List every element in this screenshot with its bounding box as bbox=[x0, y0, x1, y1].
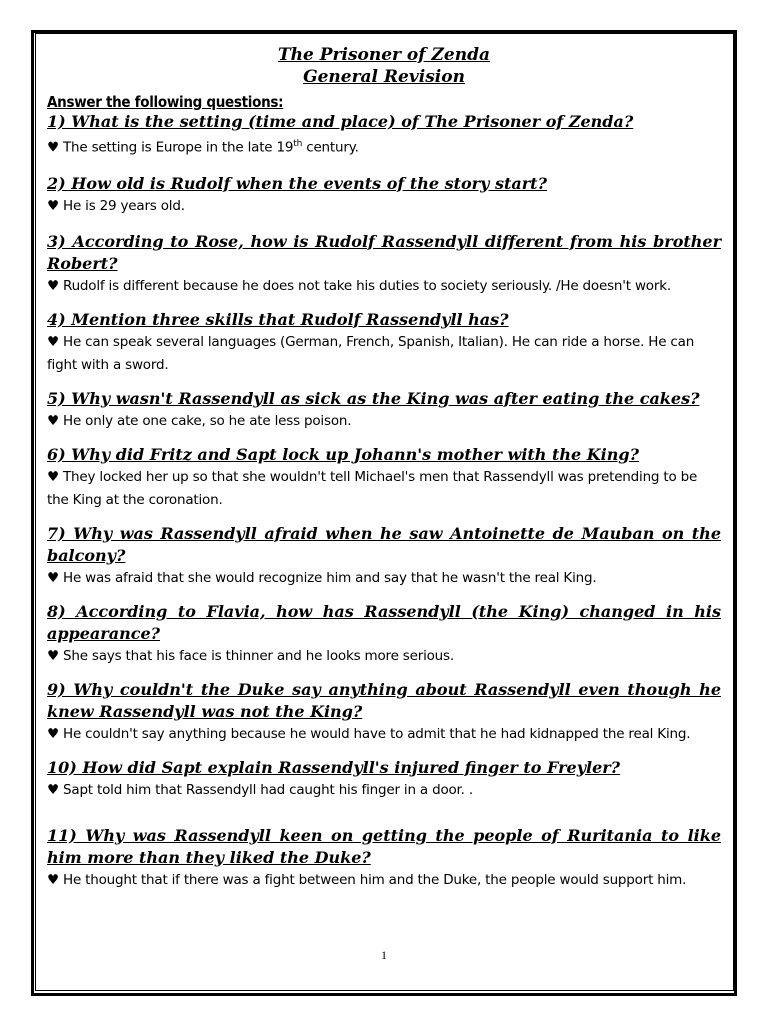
answer-3 bbox=[47, 275, 721, 298]
answer-10 bbox=[47, 779, 721, 802]
question-7: 7) Why was Rassendyll afraid when he saw Antoinette de Mauban on the balcony? bbox=[47, 523, 721, 565]
heart-bullet-icon: ♥ bbox=[47, 647, 59, 664]
answer-3-text: Rudolf is different because he does not take his duties to society seriously. /He doesn't work. bbox=[63, 277, 671, 294]
heart-bullet-icon: ♥ bbox=[47, 569, 59, 586]
answer-7-text: He was afraid that she would recognize him and say that he wasn't the real King. bbox=[63, 569, 597, 586]
document-title: The Prisoner of Zenda bbox=[278, 45, 490, 65]
answer-8-text: She says that his face is thinner and he looks more serious. bbox=[63, 647, 454, 664]
heart-bullet-icon: ♥ bbox=[47, 412, 59, 429]
instruction-text: Answer the following questions: bbox=[47, 93, 284, 111]
answer-4 bbox=[47, 331, 721, 377]
question-10: 10) How did Sapt explain Rassendyll's injured finger to Freyler? bbox=[47, 757, 621, 777]
answer-1-text: The setting is Europe in the late 19 bbox=[63, 139, 294, 156]
heart-bullet-icon: ♥ bbox=[47, 333, 59, 350]
heart-bullet-icon: ♥ bbox=[47, 197, 59, 214]
question-5: 5) Why wasn't Rassendyll as sick as the King was after eating the cakes? bbox=[47, 388, 700, 408]
question-9: 9) Why couldn't the Duke say anything about Rassendyll even though he knew Rassendyll was not the King? bbox=[47, 679, 721, 721]
heart-bullet-icon: ♥ bbox=[47, 871, 59, 888]
answer-9 bbox=[47, 723, 721, 746]
qa-item-1 bbox=[47, 111, 721, 160]
heart-bullet-icon: ♥ bbox=[47, 468, 59, 485]
heart-bullet-icon: ♥ bbox=[47, 277, 59, 294]
answer-1-superscript: th bbox=[293, 139, 303, 149]
qa-item-3 bbox=[47, 231, 721, 298]
qa-item-11 bbox=[47, 825, 721, 892]
qa-item-9 bbox=[47, 679, 721, 746]
qa-item-6 bbox=[47, 444, 721, 512]
qa-item-4 bbox=[47, 309, 721, 377]
document-body bbox=[47, 44, 721, 892]
question-11: 11) Why was Rassendyll keen on getting the people of Ruritania to like him more than they liked the Duke? bbox=[47, 825, 721, 867]
answer-1-text-end: century. bbox=[302, 139, 359, 156]
qa-item-2 bbox=[47, 173, 721, 218]
question-3: 3) According to Rose, how is Rudolf Rassendyll different from his brother Robert? bbox=[47, 231, 721, 273]
answer-10-text: Sapt told him that Rassendyll had caught his finger in a door. . bbox=[63, 781, 473, 798]
qa-item-8 bbox=[47, 601, 721, 668]
answer-2-text: He is 29 years old. bbox=[63, 197, 185, 214]
answer-2 bbox=[47, 195, 721, 218]
heart-bullet-icon: ♥ bbox=[47, 725, 59, 742]
question-8: 8) According to Flavia, how has Rassendyll (the King) changed in his appearance? bbox=[47, 601, 721, 643]
heart-bullet-icon: ♥ bbox=[47, 781, 59, 798]
question-6: 6) Why did Fritz and Sapt lock up Johann's mother with the King? bbox=[47, 444, 639, 464]
answer-9-text: He couldn't say anything because he would have to admit that he had kidnapped the real King. bbox=[63, 725, 691, 742]
heart-bullet-icon: ♥ bbox=[47, 139, 59, 156]
answer-11 bbox=[47, 869, 721, 892]
answer-7 bbox=[47, 567, 721, 590]
question-2: 2) How old is Rudolf when the events of the story start? bbox=[47, 173, 547, 193]
answer-4-text: He can speak several languages (German, French, Spanish, Italian). He can ride a horse. He can fight with a sword. bbox=[47, 333, 695, 373]
document-subtitle: General Revision bbox=[303, 67, 465, 87]
answer-5-text: He only ate one cake, so he ate less poison. bbox=[63, 412, 352, 429]
question-1: 1) What is the setting (time and place) of The Prisoner of Zenda? bbox=[47, 112, 634, 131]
qa-item-10 bbox=[47, 757, 721, 802]
qa-item-7 bbox=[47, 523, 721, 590]
answer-6-text: They locked her up so that she wouldn't tell Michael's men that Rassendyll was pretending to be the King at the coronation. bbox=[47, 468, 698, 508]
answer-5 bbox=[47, 410, 721, 433]
question-4: 4) Mention three skills that Rudolf Rassendyll has? bbox=[47, 309, 509, 329]
answer-11-text: He thought that if there was a fight between him and the Duke, the people would support him. bbox=[63, 871, 687, 888]
answer-6 bbox=[47, 466, 721, 512]
answer-8 bbox=[47, 645, 721, 668]
answer-1 bbox=[47, 133, 721, 160]
qa-item-5 bbox=[47, 388, 721, 433]
page-number: 1 bbox=[381, 948, 387, 962]
